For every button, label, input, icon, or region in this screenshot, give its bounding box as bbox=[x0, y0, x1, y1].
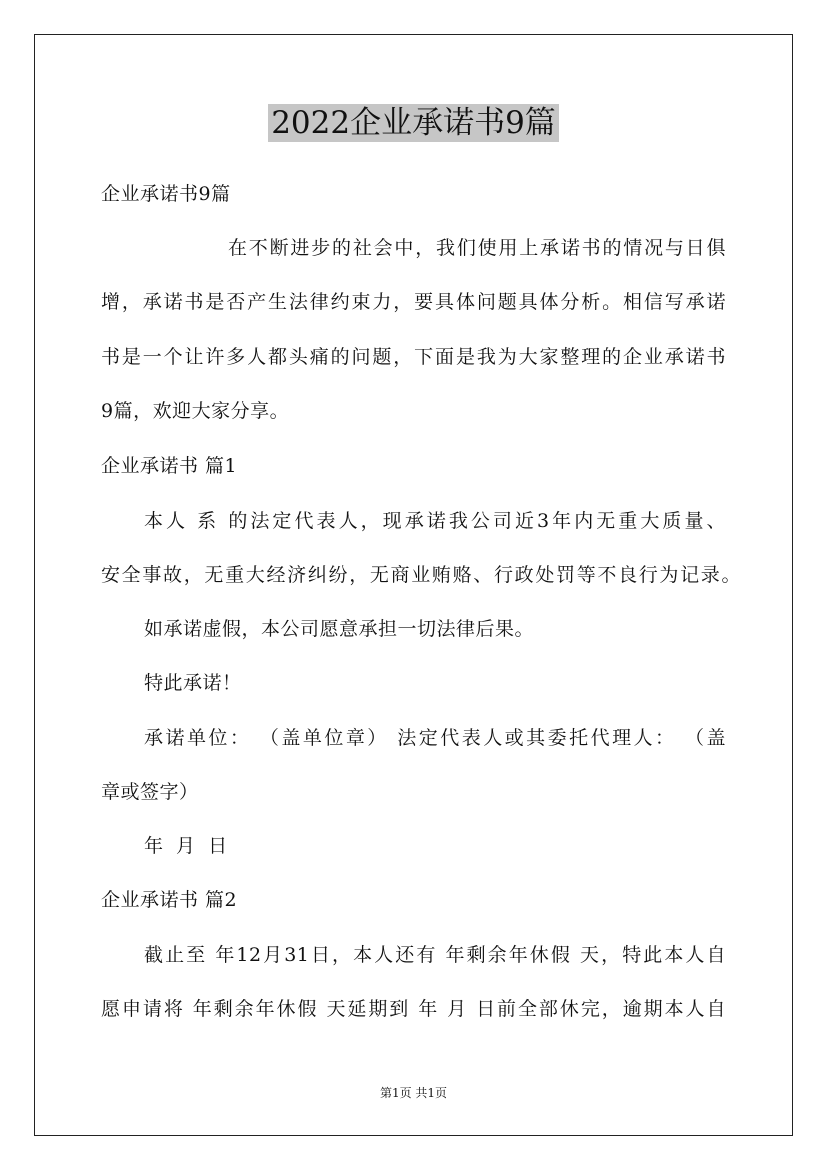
section-heading-2: 企业承诺书 篇2 bbox=[101, 889, 238, 911]
intro-line-1: 在不断进步的社会中，我们使用上承诺书的情况与日俱 bbox=[228, 237, 726, 259]
intro-line-4: 9篇，欢迎大家分享。 bbox=[101, 400, 290, 422]
title-container bbox=[0, 104, 827, 142]
subtitle: 企业承诺书9篇 bbox=[101, 183, 231, 205]
document-title: 2022企业承诺书9篇 bbox=[268, 104, 559, 142]
paragraph-line: 截止至 年12月31日，本人还有 年剩余年休假 天，特此本人自 bbox=[144, 944, 726, 966]
paragraph-line: 如承诺虚假，本公司愿意承担一切法律后果。 bbox=[144, 618, 535, 640]
page-footer bbox=[0, 1084, 827, 1101]
paragraph-line: 本人 系 的法定代表人，现承诺我公司近3年内无重大质量、 bbox=[144, 510, 726, 532]
section-heading-1: 企业承诺书 篇1 bbox=[101, 455, 238, 477]
intro-line-2: 增，承诺书是否产生法律约束力，要具体问题具体分析。相信写承诺 bbox=[101, 291, 726, 313]
paragraph-line: 特此承诺！ bbox=[144, 672, 242, 694]
date-line: 年 月 日 bbox=[144, 835, 228, 857]
signature-line: 承诺单位： （盖单位章） 法定代表人或其委托代理人： （盖 bbox=[144, 727, 726, 749]
intro-line-3: 书是一个让许多人都头痛的问题，下面是我为大家整理的企业承诺书 bbox=[101, 346, 726, 368]
paragraph-line: 安全事故，无重大经济纠纷，无商业贿赂、行政处罚等不良行为记录。 bbox=[101, 564, 741, 586]
signature-line: 章或签字） bbox=[101, 781, 199, 803]
page-number: 第1页 共1页 bbox=[379, 1086, 448, 1100]
paragraph-line: 愿申请将 年剩余年休假 天延期到 年 月 日前全部休完，逾期本人自 bbox=[101, 998, 726, 1020]
